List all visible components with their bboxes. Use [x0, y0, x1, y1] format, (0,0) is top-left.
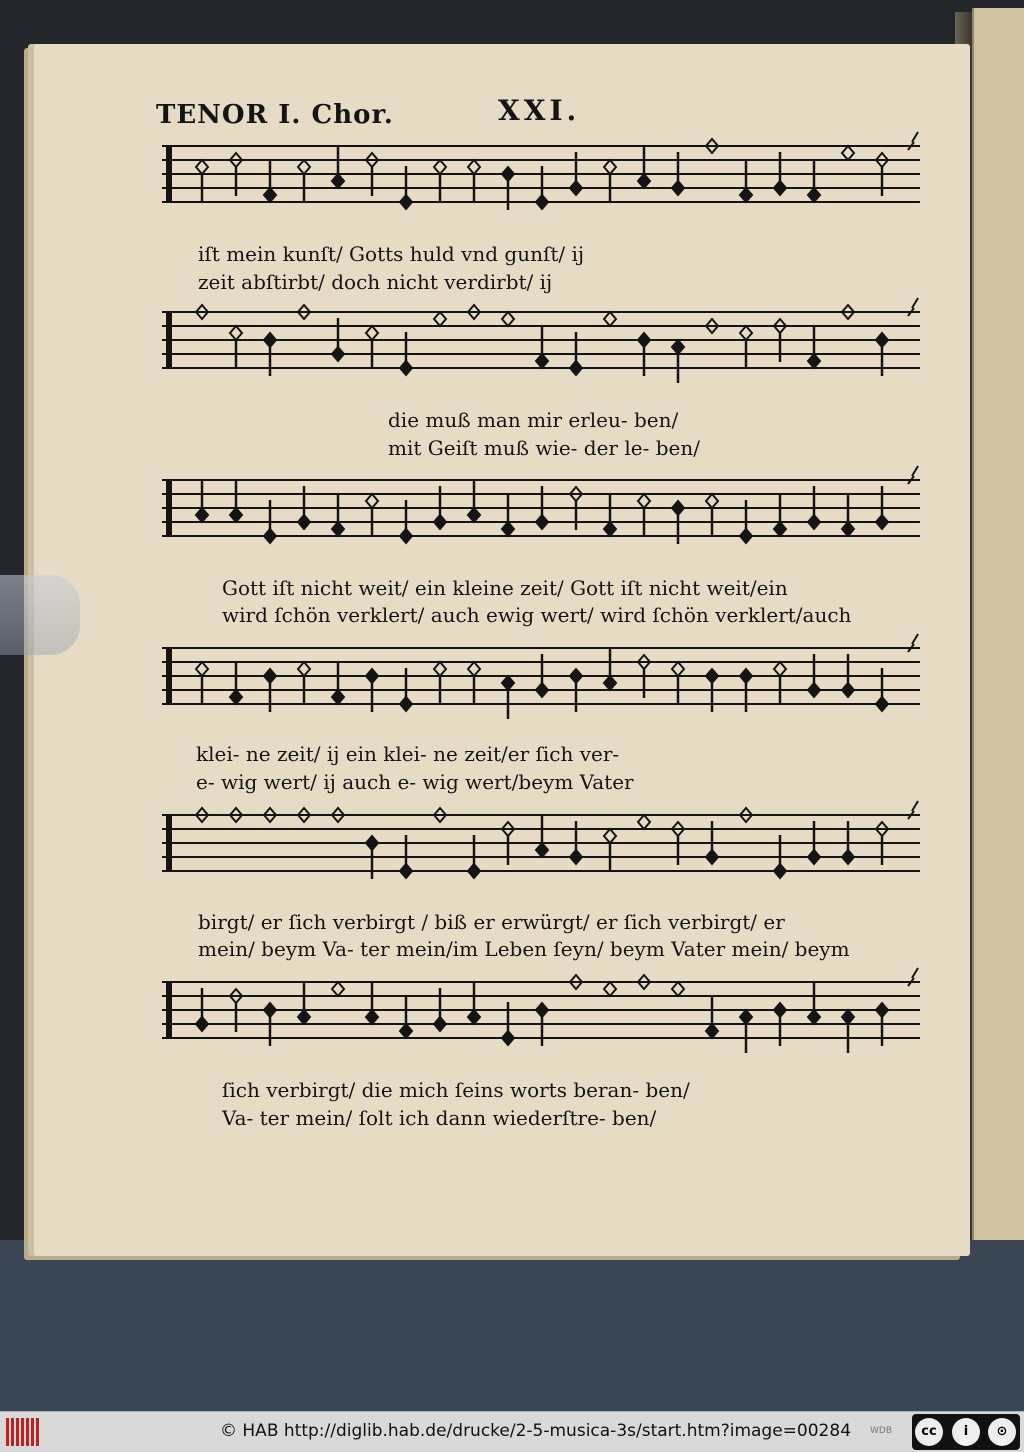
note-head: [604, 829, 616, 843]
note-head: [434, 1017, 446, 1031]
voice-heading: TENOR I. Chor.: [156, 100, 394, 130]
note-head: [366, 836, 378, 850]
note-head: [876, 697, 888, 711]
note-head: [604, 676, 616, 690]
custos-mark: [908, 634, 918, 652]
note-head: [604, 312, 616, 326]
note-head: [638, 494, 650, 508]
note-head: [774, 522, 786, 536]
note-head: [672, 982, 684, 996]
note-head: [502, 676, 514, 690]
note-head: [842, 850, 854, 864]
sa-label: SA: [996, 1438, 1007, 1447]
note-head: [196, 662, 208, 676]
wdb-label: WDB: [870, 1426, 893, 1436]
lyric-line: birgt/ er ſich verbirgt / biß er erwürgt/ er ſich verbirgt/ er: [198, 910, 785, 934]
note-head: [808, 515, 820, 529]
note-head: [230, 690, 242, 704]
note-head: [298, 662, 310, 676]
note-head: [264, 529, 276, 543]
note-head: [502, 312, 514, 326]
note-head: [298, 160, 310, 174]
note-head: [672, 340, 684, 354]
custos-mark: [908, 801, 918, 819]
note-head: [298, 1010, 310, 1024]
attribution-icon: i: [952, 1418, 980, 1446]
note-head: [740, 669, 752, 683]
lyric-line: Va- ter mein/ ſolt ich dann wiederſtre- ben/: [222, 1106, 657, 1130]
viewer-footer: [0, 1411, 1024, 1452]
note-head: [638, 174, 650, 188]
note-head: [570, 850, 582, 864]
note-head: [842, 522, 854, 536]
page-number: XXI.: [498, 94, 581, 127]
note-head: [706, 669, 718, 683]
note-head: [468, 508, 480, 522]
lyric-line: mein/ beym Va- ter mein/im Leben ſeyn/ beym Vater mein/ beym: [198, 937, 850, 961]
custos-mark: [908, 466, 918, 484]
lyric-line: die muß man mir erleu- ben/: [388, 408, 679, 432]
hab-logo-icon: [6, 1418, 40, 1446]
lyric-line: zeit abſtirbt/ doch nicht verdirbt/ ij: [198, 270, 553, 294]
note-head: [332, 347, 344, 361]
note-head: [672, 501, 684, 515]
note-head: [400, 529, 412, 543]
note-head: [672, 181, 684, 195]
note-head: [604, 160, 616, 174]
note-head: [604, 522, 616, 536]
note-head: [366, 494, 378, 508]
note-head: [196, 508, 208, 522]
note-head: [774, 181, 786, 195]
note-head: [842, 1010, 854, 1024]
clef-mark: [166, 982, 172, 1038]
note-head: [400, 864, 412, 878]
note-head: [536, 843, 548, 857]
note-head: [502, 167, 514, 181]
note-head: [264, 669, 276, 683]
custos-mark: [908, 132, 918, 150]
note-head: [808, 188, 820, 202]
note-head: [672, 662, 684, 676]
note-head: [876, 515, 888, 529]
note-head: [706, 850, 718, 864]
note-head: [876, 1003, 888, 1017]
note-head: [434, 160, 446, 174]
note-head: [808, 850, 820, 864]
note-head: [876, 333, 888, 347]
note-head: [332, 174, 344, 188]
note-head: [196, 160, 208, 174]
note-head: [774, 864, 786, 878]
note-head: [298, 515, 310, 529]
note-head: [366, 669, 378, 683]
note-head: [468, 864, 480, 878]
note-head: [740, 529, 752, 543]
note-head: [740, 188, 752, 202]
lyric-line: wird ſchön verklert/ auch ewig wert/ wird ſchön verklert/auch: [222, 603, 852, 627]
clef-mark: [166, 648, 172, 704]
note-head: [706, 494, 718, 508]
note-head: [230, 326, 242, 340]
note-head: [366, 1010, 378, 1024]
note-head: [706, 1024, 718, 1038]
note-head: [808, 1010, 820, 1024]
note-head: [808, 683, 820, 697]
note-head: [332, 982, 344, 996]
note-head: [536, 1003, 548, 1017]
note-head: [264, 1003, 276, 1017]
lyric-line: Gott iſt nicht weit/ ein kleine zeit/ Gott iſt nicht weit/ein: [222, 576, 788, 600]
note-head: [740, 1010, 752, 1024]
share-alike-icon: ⊙: [988, 1418, 1016, 1446]
custos-mark: [908, 968, 918, 986]
note-head: [536, 354, 548, 368]
note-head: [434, 312, 446, 326]
note-head: [570, 181, 582, 195]
note-head: [400, 1024, 412, 1038]
note-head: [774, 1003, 786, 1017]
note-head: [400, 195, 412, 209]
note-head: [400, 697, 412, 711]
by-label: BY: [960, 1438, 970, 1447]
lyric-line: klei- ne zeit/ ij ein klei- ne zeit/er ſich ver-: [196, 742, 620, 766]
note-head: [332, 522, 344, 536]
clef-mark: [166, 312, 172, 368]
note-head: [842, 683, 854, 697]
lyric-line: ſich verbirgt/ die mich ſeins worts beran- ben/: [222, 1078, 690, 1102]
cc-icon: cc: [915, 1418, 943, 1446]
note-head: [536, 515, 548, 529]
lyric-line: iſt mein kunſt/ Gotts huld vnd gunſt/ ij: [198, 242, 585, 266]
note-head: [536, 195, 548, 209]
clef-mark: [166, 480, 172, 536]
note-head: [468, 1010, 480, 1024]
note-head: [638, 815, 650, 829]
custos-mark: [908, 298, 918, 316]
note-head: [468, 160, 480, 174]
note-head: [264, 333, 276, 347]
note-head: [740, 326, 752, 340]
note-head: [468, 662, 480, 676]
note-head: [434, 515, 446, 529]
note-head: [536, 683, 548, 697]
note-head: [264, 188, 276, 202]
note-head: [230, 508, 242, 522]
note-head: [502, 1031, 514, 1045]
clef-mark: [166, 146, 172, 202]
note-head: [774, 662, 786, 676]
note-head: [400, 361, 412, 375]
note-head: [196, 1017, 208, 1031]
cc-license-badge[interactable]: [912, 1414, 1020, 1450]
clef-mark: [166, 815, 172, 871]
note-head: [638, 333, 650, 347]
note-head: [842, 146, 854, 160]
copyright-link[interactable]: © HAB http://diglib.hab.de/drucke/2-5-musica-3s/start.htm?image=00284: [220, 1421, 852, 1441]
note-head: [808, 354, 820, 368]
note-head: [570, 669, 582, 683]
note-head: [502, 522, 514, 536]
lyric-line: mit Geiſt muß wie- der le- ben/: [388, 436, 700, 460]
note-head: [570, 361, 582, 375]
note-head: [434, 662, 446, 676]
note-head: [366, 326, 378, 340]
note-head: [604, 982, 616, 996]
lyric-line: e- wig wert/ ij auch e- wig wert/beym Vater: [196, 770, 634, 794]
note-head: [332, 690, 344, 704]
